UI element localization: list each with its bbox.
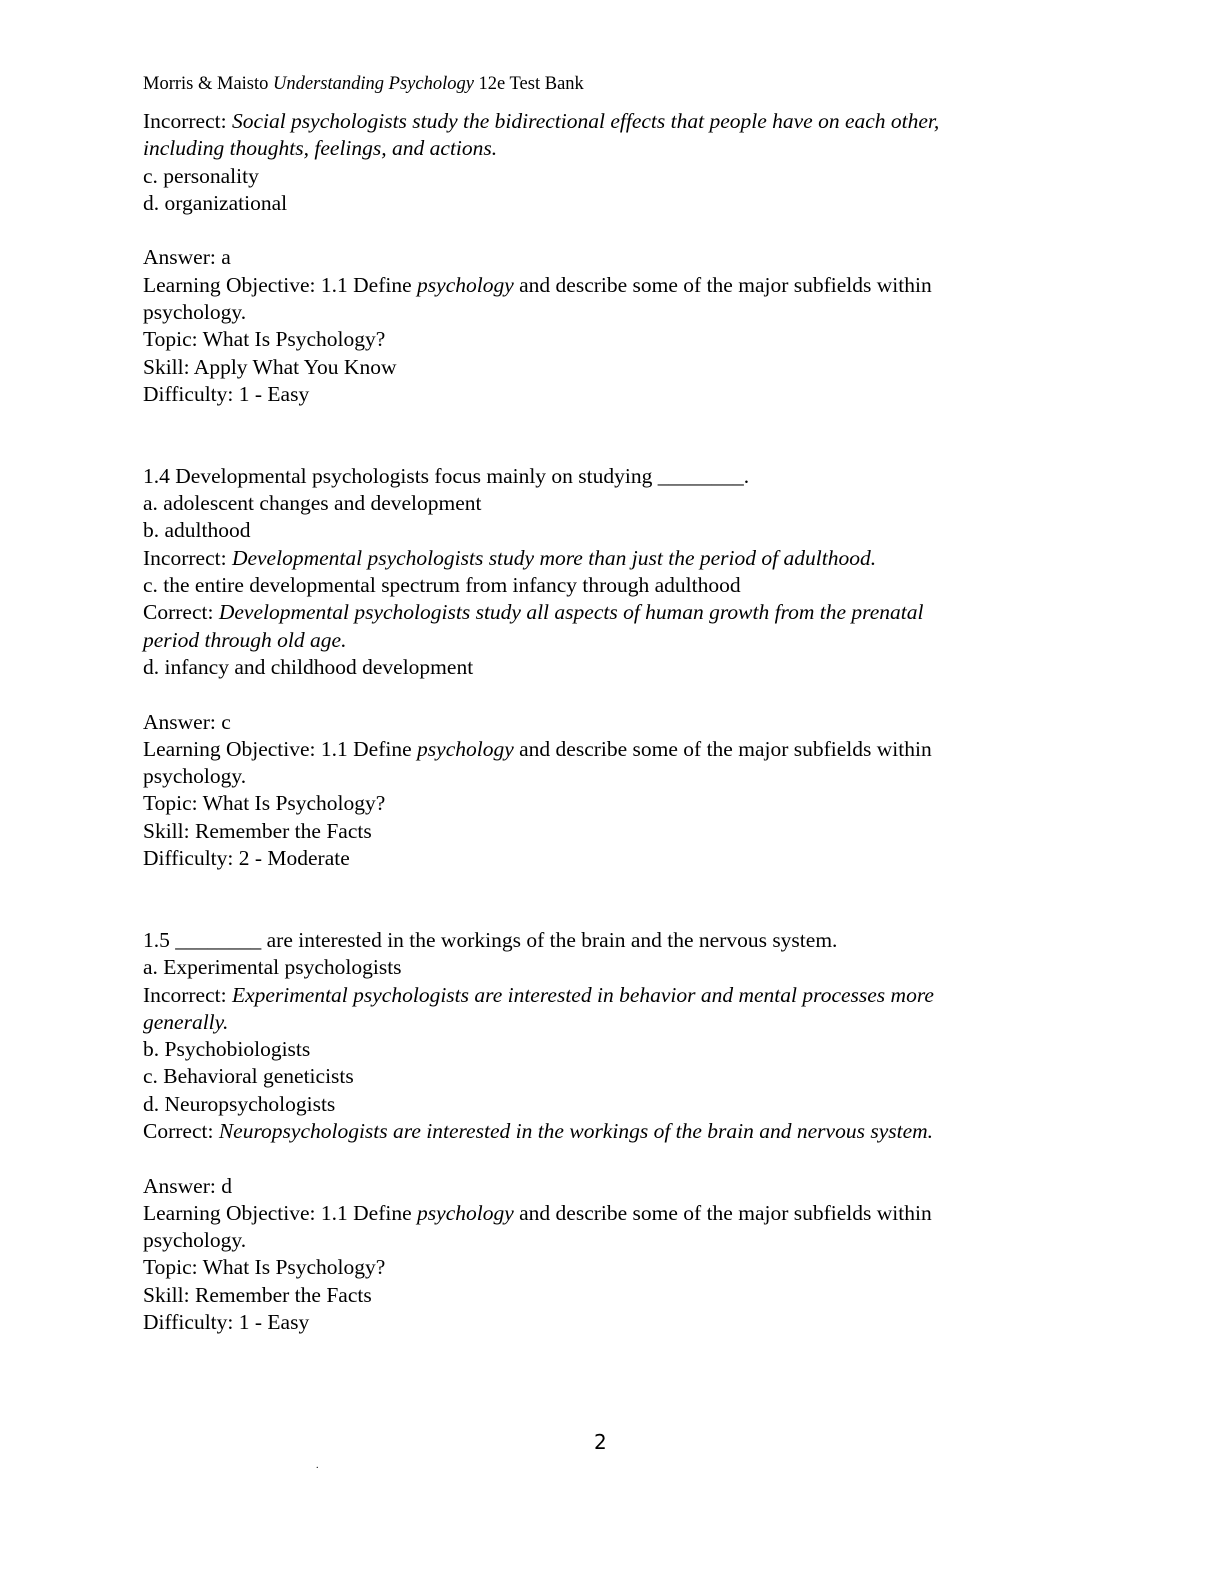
- option-c: c. personality: [143, 163, 259, 188]
- option-d: d. Neuropsychologists: [143, 1091, 336, 1116]
- option-d: d. infancy and childhood development: [143, 654, 474, 679]
- page-header: [143, 72, 584, 96]
- feedback-text: Neuropsychologists are interested in the workings of the brain and nervous system.: [218, 1118, 934, 1143]
- lo-prefix: Learning Objective: 1.1 Define: [143, 1200, 418, 1225]
- option-c: c. Behavioral geneticists: [143, 1064, 354, 1089]
- skill: Skill: Remember the Facts: [143, 1282, 372, 1307]
- option-a: a. adolescent changes and development: [143, 491, 482, 516]
- feedback-text: Social psychologists study the bidirectional effects that people have on each other,: [231, 109, 940, 133]
- lo-prefix: Learning Objective: 1.1 Define: [143, 272, 418, 297]
- question-1-4: [143, 463, 1103, 872]
- feedback-text: Developmental psychologists study more than just the period of adulthood.: [231, 545, 877, 570]
- difficulty: Difficulty: 1 - Easy: [143, 1310, 310, 1335]
- lo-prefix: Learning Objective: 1.1 Define: [143, 736, 418, 761]
- feedback-label: Incorrect:: [143, 982, 227, 1007]
- feedback-label: Correct:: [143, 600, 214, 625]
- feedback-text-line2: period through old age.: [143, 627, 347, 652]
- learning-objective: [143, 272, 1103, 299]
- lo-continuation: psychology.: [143, 300, 247, 325]
- answer: Answer: c: [143, 709, 231, 734]
- lo-suffix: and describe some of the major subfields within: [513, 272, 932, 297]
- answer: Answer: d: [143, 1173, 232, 1198]
- lo-term: psychology: [417, 272, 514, 297]
- header-book-title: Understanding Psychology: [273, 74, 474, 94]
- answer: Answer: a: [143, 245, 231, 270]
- skill: Skill: Remember the Facts: [143, 818, 372, 843]
- feedback-label: Incorrect:: [143, 545, 227, 570]
- feedback-correct: [143, 1118, 1103, 1145]
- question-stem: 1.5 ________ are interested in the workings of the brain and the nervous system.: [143, 927, 838, 952]
- page-number: 2: [594, 1430, 607, 1454]
- difficulty: Difficulty: 2 - Moderate: [143, 846, 350, 871]
- feedback-text: Experimental psychologists are interested in behavior and mental processes more: [231, 982, 934, 1007]
- difficulty: Difficulty: 1 - Easy: [143, 381, 310, 406]
- feedback-text: Developmental psychologists study all aspects of human growth from the prenatal: [218, 600, 924, 625]
- feedback-text-cont: [143, 627, 1103, 654]
- option-d: d. organizational: [143, 190, 288, 215]
- question-1-5: [143, 927, 1103, 1336]
- feedback-text-line2: generally.: [143, 1009, 229, 1034]
- option-c: c. the entire developmental spectrum from infancy through adulthood: [143, 573, 741, 598]
- lo-term: psychology: [417, 1200, 514, 1225]
- topic: Topic: What Is Psychology?: [143, 791, 386, 816]
- option-b: b. adulthood: [143, 518, 251, 543]
- lo-term: psychology: [417, 736, 514, 761]
- skill: Skill: Apply What You Know: [143, 354, 397, 379]
- header-authors: Morris & Maisto: [143, 74, 269, 94]
- option-a: a. Experimental psychologists: [143, 955, 402, 980]
- prev-question-tail: [143, 108, 1103, 408]
- feedback-text-cont: [143, 135, 1103, 162]
- lo-continuation: psychology.: [143, 1228, 247, 1253]
- page-content: [143, 108, 1103, 1336]
- option-b: b. Psychobiologists: [143, 1037, 311, 1062]
- lo-suffix: and describe some of the major subfields within: [513, 736, 932, 761]
- lo-suffix: and describe some of the major subfields within: [513, 1200, 932, 1225]
- feedback-incorrect: [143, 982, 1103, 1009]
- feedback-text-cont: [143, 1009, 1103, 1036]
- footer-mark: .: [316, 1460, 319, 1471]
- feedback-incorrect: [143, 545, 1103, 572]
- learning-objective: [143, 736, 1103, 763]
- lo-continuation: psychology.: [143, 764, 247, 789]
- topic: Topic: What Is Psychology?: [143, 1255, 386, 1280]
- question-stem: 1.4 Developmental psychologists focus mainly on studying ________.: [143, 463, 750, 488]
- header-edition: 12e Test Bank: [478, 74, 584, 94]
- feedback-incorrect: [143, 108, 1103, 135]
- feedback-label: Correct:: [143, 1118, 214, 1143]
- feedback-label: Incorrect:: [143, 109, 227, 133]
- feedback-correct: [143, 599, 1103, 626]
- topic: Topic: What Is Psychology?: [143, 327, 386, 352]
- feedback-text-line2: including thoughts, feelings, and actions.: [143, 136, 498, 161]
- learning-objective: [143, 1200, 1103, 1227]
